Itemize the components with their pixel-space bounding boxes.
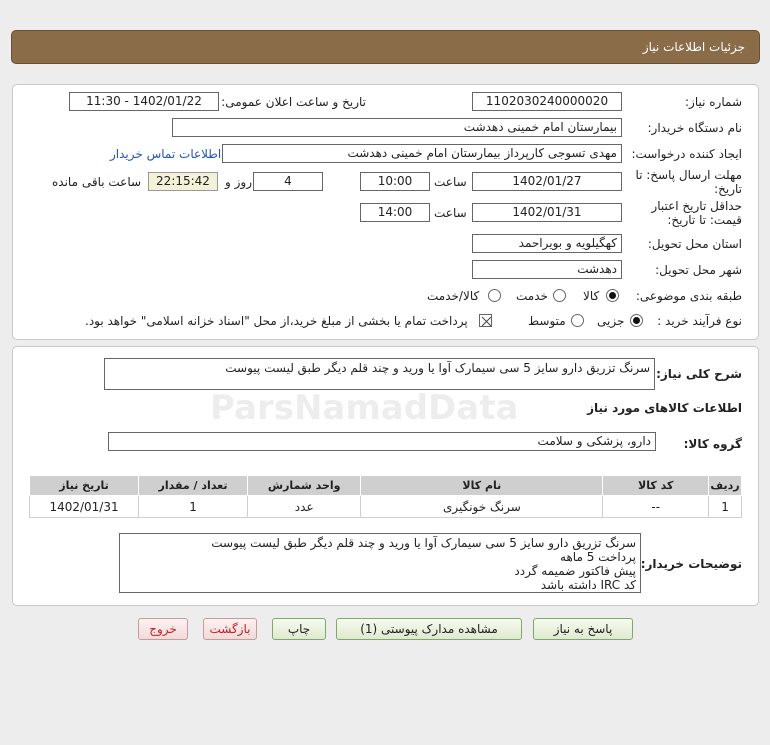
cell-date: 1402/01/31 (30, 496, 139, 518)
process-option-medium: متوسط (528, 314, 566, 328)
buyer-note-line: پرداخت 5 ماهه (560, 550, 636, 564)
exit-button[interactable]: خروج (138, 618, 188, 640)
days-field: 4 (253, 172, 323, 191)
creator-label: ایجاد کننده درخواست: (631, 147, 742, 161)
category-radio-goods[interactable] (606, 289, 619, 302)
reply-button[interactable]: پاسخ به نیاز (533, 618, 633, 640)
creator-field: مهدی تسوجی کارپرداز بیمارستان امام خمینی دهدشت (222, 144, 622, 163)
buyer-notes-label: توضیحات خریدار: (640, 557, 742, 571)
general-desc-text: سرنگ تزریق دارو سایز 5 سی سیمارک آوا یا ورید و چند قلم دیگر طبق لیست پیوست (225, 361, 650, 375)
checkbox-cross-icon (480, 315, 493, 328)
validity-label-1: حداقل تاریخ اعتبار (651, 199, 742, 213)
print-button[interactable]: چاپ (272, 618, 326, 640)
cell-row: 1 (709, 496, 742, 518)
process-option-minor: جزیی (597, 314, 625, 328)
deadline-date-field: 1402/01/27 (472, 172, 622, 191)
category-label: طبقه بندی موضوعی: (635, 289, 742, 303)
category-option-goods-service: کالا/خدمت (427, 289, 480, 303)
cell-qty: 1 (139, 496, 248, 518)
buyer-org-field: بیمارستان امام خمینی دهدشت (172, 118, 622, 137)
col-date: تاریخ نیاز (30, 476, 139, 496)
announce-field: 1402/01/22 - 11:30 (69, 92, 219, 111)
category-option-goods: کالا (583, 289, 600, 303)
remaining-label: ساعت باقی مانده (52, 175, 142, 189)
validity-date-field: 1402/01/31 (472, 203, 622, 222)
goods-table (29, 475, 742, 518)
cell-code: -- (603, 496, 709, 518)
category-radio-goods-service[interactable] (488, 289, 501, 302)
need-number-field: 1102030240000020 (472, 92, 622, 111)
process-radio-medium[interactable] (571, 314, 584, 327)
col-row: ردیف (709, 476, 742, 496)
category-radio-service[interactable] (553, 289, 566, 302)
page-header (11, 30, 760, 64)
buyer-note-line: کد IRC داشته باشد (540, 578, 636, 592)
col-qty: تعداد / مقدار (139, 476, 248, 496)
process-label: نوع فرآیند خرید : (657, 314, 742, 328)
page-title: جزئیات اطلاعات نیاز (642, 40, 745, 54)
deadline-label-1: مهلت ارسال پاسخ: تا (635, 168, 742, 182)
need-number-label: شماره نیاز: (685, 95, 742, 109)
col-name: نام کالا (361, 476, 603, 496)
days-label: روز و (225, 175, 252, 189)
process-radio-minor[interactable] (630, 314, 643, 327)
cell-name: سرنگ خونگیری (361, 496, 603, 518)
province-field: کهگیلویه و بویراحمد (472, 234, 622, 253)
category-option-service: خدمت (516, 289, 548, 303)
buyer-contact-link[interactable]: اطلاعات تماس خریدار (110, 147, 222, 161)
table-row (30, 496, 742, 518)
validity-label-2: قیمت: تا تاریخ: (667, 213, 742, 227)
payment-note: پرداخت تمام یا بخشی از مبلغ خرید،از محل "اسناد خزانه اسلامی" خواهد بود. (85, 314, 468, 328)
buyer-org-label: نام دستگاه خریدار: (647, 121, 742, 135)
general-desc-label: شرح کلی نیاز: (656, 367, 742, 381)
buyer-note-line: سرنگ تزریق دارو سایز 5 سی سیمارک آوا یا ورید و چند قلم دیگر طبق لیست پیوست (211, 536, 636, 550)
col-code: کد کالا (603, 476, 709, 496)
announce-label: تاریخ و ساعت اعلان عمومی: (221, 95, 366, 109)
treasury-payment-checkbox[interactable] (479, 314, 492, 327)
province-label: استان محل تحویل: (647, 237, 742, 251)
goods-group-label: گروه کالا: (683, 437, 742, 451)
remaining-time-field: 22:15:42 (148, 172, 218, 191)
deadline-label-2: تاریخ: (714, 182, 742, 196)
attachments-button[interactable]: مشاهده مدارک پیوستی (1) (336, 618, 522, 640)
city-label: شهر محل تحویل: (655, 263, 742, 277)
buyer-notes-field (119, 533, 641, 593)
deadline-time-field: 10:00 (360, 172, 430, 191)
goods-info-title: اطلاعات کالاهای مورد نیاز (587, 401, 742, 415)
cell-unit: عدد (248, 496, 361, 518)
col-unit: واحد شمارش (248, 476, 361, 496)
buyer-note-line: پیش فاکتور ضمیمه گردد (514, 564, 636, 578)
city-field: دهدشت (472, 260, 622, 279)
validity-time-label: ساعت (434, 206, 467, 220)
general-desc-field (104, 358, 655, 390)
deadline-time-label: ساعت (434, 175, 467, 189)
goods-group-field: دارو، پزشکی و سلامت (108, 432, 656, 451)
goods-table-header (30, 476, 742, 496)
back-button[interactable]: بازگشت (203, 618, 257, 640)
validity-time-field: 14:00 (360, 203, 430, 222)
